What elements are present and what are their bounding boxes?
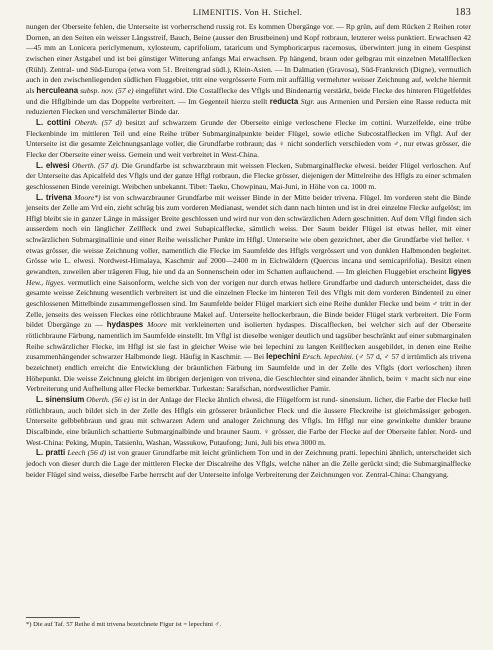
author-reference: Oberth. (57 d) [70, 117, 122, 127]
author-reference: Leech (56 d) [65, 448, 107, 458]
species-name: L. sinensium [36, 394, 85, 404]
author-reference: Moore*) [71, 192, 101, 202]
paragraph [26, 193, 471, 395]
paragraph-text: mit verkleinerten und isolierten hydaspes. Discalflecken, bei welcher sich auf der Oberseite rötlichbraune Färbung, namentlich im Saumfelde einstellt. Im Vflgl ist dieselbe weniger deutlich und tagsüber beschränkt auf einer submarginalen Reihe schwärzlicher Flecke, im Hflgl ist sie fast in gleicher Weise wie bei lepechini zu langen Keilflecken ausgebildet, in denen eine Reihe zusammenhängender schwarzer Halbmonde liegt. Häufig in Kaschmir. — Bei [26, 320, 471, 362]
paragraph [26, 448, 471, 480]
author-reference: Hew., ligyes. [26, 277, 66, 287]
paragraph [26, 161, 471, 193]
footnote: *) Die auf Taf. 57 Reihe d mit trivena bezeichnete Figur ist = lepechini ♂. [26, 621, 222, 628]
species-name: ligyes [448, 267, 471, 277]
paragraph-text: ist von grauer Grundfarbe mit leicht grünlichem Ton und in der Zeichnung pratti. lepechini ähnlich, unterscheidet sich jedoch von dieser durch die Lage der mittleren Flecke der Discalreihe des Vflgls, welche näher an die Zelle gerückt sind; die Submarginalflecke beider Flügel sind weiss, dieselbe Farbe herrscht auf der Unterseite infolge Verbreiterung der Zeichnungen vor. Zentral-China: Changyang. [26, 448, 472, 479]
paragraph-text: vermutlich eine Saisonform, welche sich von der vorigen nur durch etwas hellere Grundfarbe und dadurch unterscheidet, dass die gesamte weisse Zeichnung wesentlich verbreitert ist und die einzelnen Flecke im hinteren Teil des Vflgls mit dem vorderen Bindenteil zu einer geschlossenen Mittelbinde zusammengeflossen sind. Im Saumfelde beider Flügel markiert sich eine Reihe dunkler Flecke und beim ♂ tritt in der Zelle, jenseits des weissen Fleckes eine rötlichbraune Makel auf. Unterseite hellockerbraun, die Binde beider Flügel stark verbreitert. Die Form bildet Übergänge zu — [26, 277, 471, 330]
author-reference: subsp. nov. (57 e) [78, 85, 134, 95]
main-text [26, 22, 471, 480]
species-name: herculeana [36, 85, 79, 95]
page-header [24, 7, 471, 21]
paragraph-text: eingeführt wird. Die Costalflecke des Vflgls und Bindenartig verstärkt, beide Flecke des hinteren Flügelfeldes und die Hflglbinde um das Doppelte verbreitert. — Im Gegenteil hierzu stellt [26, 85, 471, 106]
paragraph [26, 22, 471, 118]
running-title: LIMENITIS. Von H. Stichel. [192, 7, 303, 17]
author-reference: Stgr. [298, 96, 315, 106]
author-reference: Oberth. (57 d). [69, 160, 120, 170]
species-name: L. trivena [36, 192, 72, 202]
paragraph-text: ist in der Anlage der Flecke ähnlich elwesi, die Flügelform ist rund- sinensium. licher, die Farbe der Flecke hell rötlichbraun, auch bildet sich in der Zelle des Hflgls ein grösserer bräunlicher Fleck und die äussere Fleckreihe ist gleichmässiger gebogen. Unterseite gelbbehbraun und grau mit schwarzen Adern und analoger Zeichnung des Vflgls. Im Hflgl nur eine gewinkelte dunkler braune Discalbinde, eine bräunlich schattierte Submarginalbinde und brauner Saum. ♀ grösser, die Farbe der Flecke auf der Oberseite fahler. Nord- und West-China: Peking, Mupin, Tatsienlu, Washan, Wassukow, Putaufong; Juni, Juli bis etwa 3000 m. [26, 394, 471, 447]
species-name: L. pratti [36, 448, 66, 458]
paragraph-text: (♂ 57 d, ♂ 57 d irrtümlich als trivena bezeichnet) endlich erreicht die Entwicklung der bräunlichen Färbung im Saumfelde und in der Zelle des Vflgls (dort verloschen) ihren Höhepunkt. Die weisse Zeichnung gleicht im übrigen derjenigen von trivena, die Geschlechter sind einander ähnlich, beim ♀ macht sich nur eine Verbreiterung und Aufhellung aller Flecke bemerkbar. Turkestan: Sarafschan, nordwestlicher Pamir. [26, 352, 471, 394]
page-number: 183 [455, 7, 471, 18]
species-name: reducta [269, 96, 299, 106]
paragraph-text: ist von schwarzbrauner Grundfarbe mit weisser Binde in der Mitte beider trivena. Flügel. Im vorderen steht die Binde jenseits der Zelle am Vrd ein, zieht schräg bis zum vorderen Medianast, wendet sich dann nach hinten und ist in drei einzelne Flecke aufgelöst; im Hflgl bleibt sie in ganzer Länge in mässiger Breite geschlossen und wird nur von den schwärzlichen Adern geschnitten. Auf dem Vflgl finden sich ausserdem noch ein länglicher Zellfleck und zwei Subapicalflecke, sämtlich weiss. Der Saum beider Flügel ist etwas heller, mit einer schwärzlichen Submarginallinie und einer Reihe weisslicher Punkte im Hflgl. Unterseite wie oben gezeichnet, aber die Grundfarbe viel heller. ♀ etwas grösser, die weisse Zeichnung voller, namentlich die Flecke im Saumfelde des Hflgls vergrössert und von dunklen Halbmonden begleitet. Grösse wie L. elwesi. Nordwest-Himalaya, Kaschmir auf 2000—2400 m in Eichwäldern (Quercus incana und semicaprifolia). Besitzt einen gewandten, zuweilen aber trägeren Flug, hie und da an Sonnenschein oder im Schatten auflauchend. — Im gleichen Fluggebiet erscheint [26, 192, 471, 277]
species-name: L. elwesi [36, 160, 70, 170]
species-name: hydaspes [106, 320, 144, 330]
author-reference: Ersch. lepechini. [300, 352, 354, 362]
author-reference: Oberth. (56 e) [84, 394, 130, 404]
paragraph [26, 118, 471, 161]
paragraph-text: nungen der Oberseite fehlen, die Unterseite ist vorherrschend russig rot. Es kommen Übergänge vor. — Rp grün, auf dem Rücken 2 Reihen roter Dornen, an den Seiten ein weisser Längsstreif, Bauch, Beine (ausser den Brustbeinen) und Kopf rotbraun, letzterer weiss punktiert. Erwachsen 42—45 mm an Lonicera periclymenum, xylosteum, caprifolium, tataricum und Symphoricarpus racemosus, überwintert jung in einem Gespinst zwischen einer Astgabel und ist bei günstiger Witterung anfangs Mai erwachsen. Pp hängend, braun oder gelbgrau mit einzelnen Metallflecken (Rühl). Zentral- und Süd-Europa (etwa vom 51. Breitengrad südl.), Klein-Asien. — In Dalmatien (Gravosa), Süd-Frankreich (Digne), vermutlich auch in den zwischenliegenden südlichen Fluggebiet, tritt eine vergrösserte Form mit auffällig vermehrter weisser Zeichnung auf, welche hiermit als [26, 22, 471, 95]
author-reference: Moore [143, 320, 168, 330]
paragraph-text: aus Armenien und Persien eine Rasse reducta mit reduzierten Flecken und verschmälerter Binde dar. [26, 96, 471, 117]
footnote-divider [26, 617, 80, 618]
paragraph [26, 395, 471, 448]
species-name: lepechini [266, 352, 301, 362]
species-name: L. cottini [36, 117, 71, 127]
paragraph-text: besitzt auf schwarzem Grunde der Oberseite einige verloschene Flecke im cottini. Wurzelfelde, eine trübe Fleckenbinde im mittleren Teil und eine Reihe trüber Submarginalpunkte beider Flügel, sowie etliche Subcostalflecken im Vflgl. Auf der Unterseite ist die gesamte Zeichnungsanlage voller, die Grundfarbe rotbraun; das ♀ nicht sonderlich verschieden vom ♂, nur etwas grösser, die Flecke der Oberseite einer weiss. Gemein und weit verbreitet in West-China. [26, 117, 472, 159]
paragraph-text: Die Grundfarbe ist schwarzbraun mit weissen Flecken, Submarginalflecke elwesi. beider Flügel verloschen. Auf der Unterseite das Apicalfeld des Vflgls und der ganze Hflgl rotbraun, die Flecke grösser, diejenigen der Mittelreihe des Hflgls zu einer schmalen geschlossenen Binde vereinigt. Weibchen unbekannt. Tibet: Taeku, Chowpinau, Mai-Juni, in Höhe von ca. 1000 m. [26, 160, 471, 191]
